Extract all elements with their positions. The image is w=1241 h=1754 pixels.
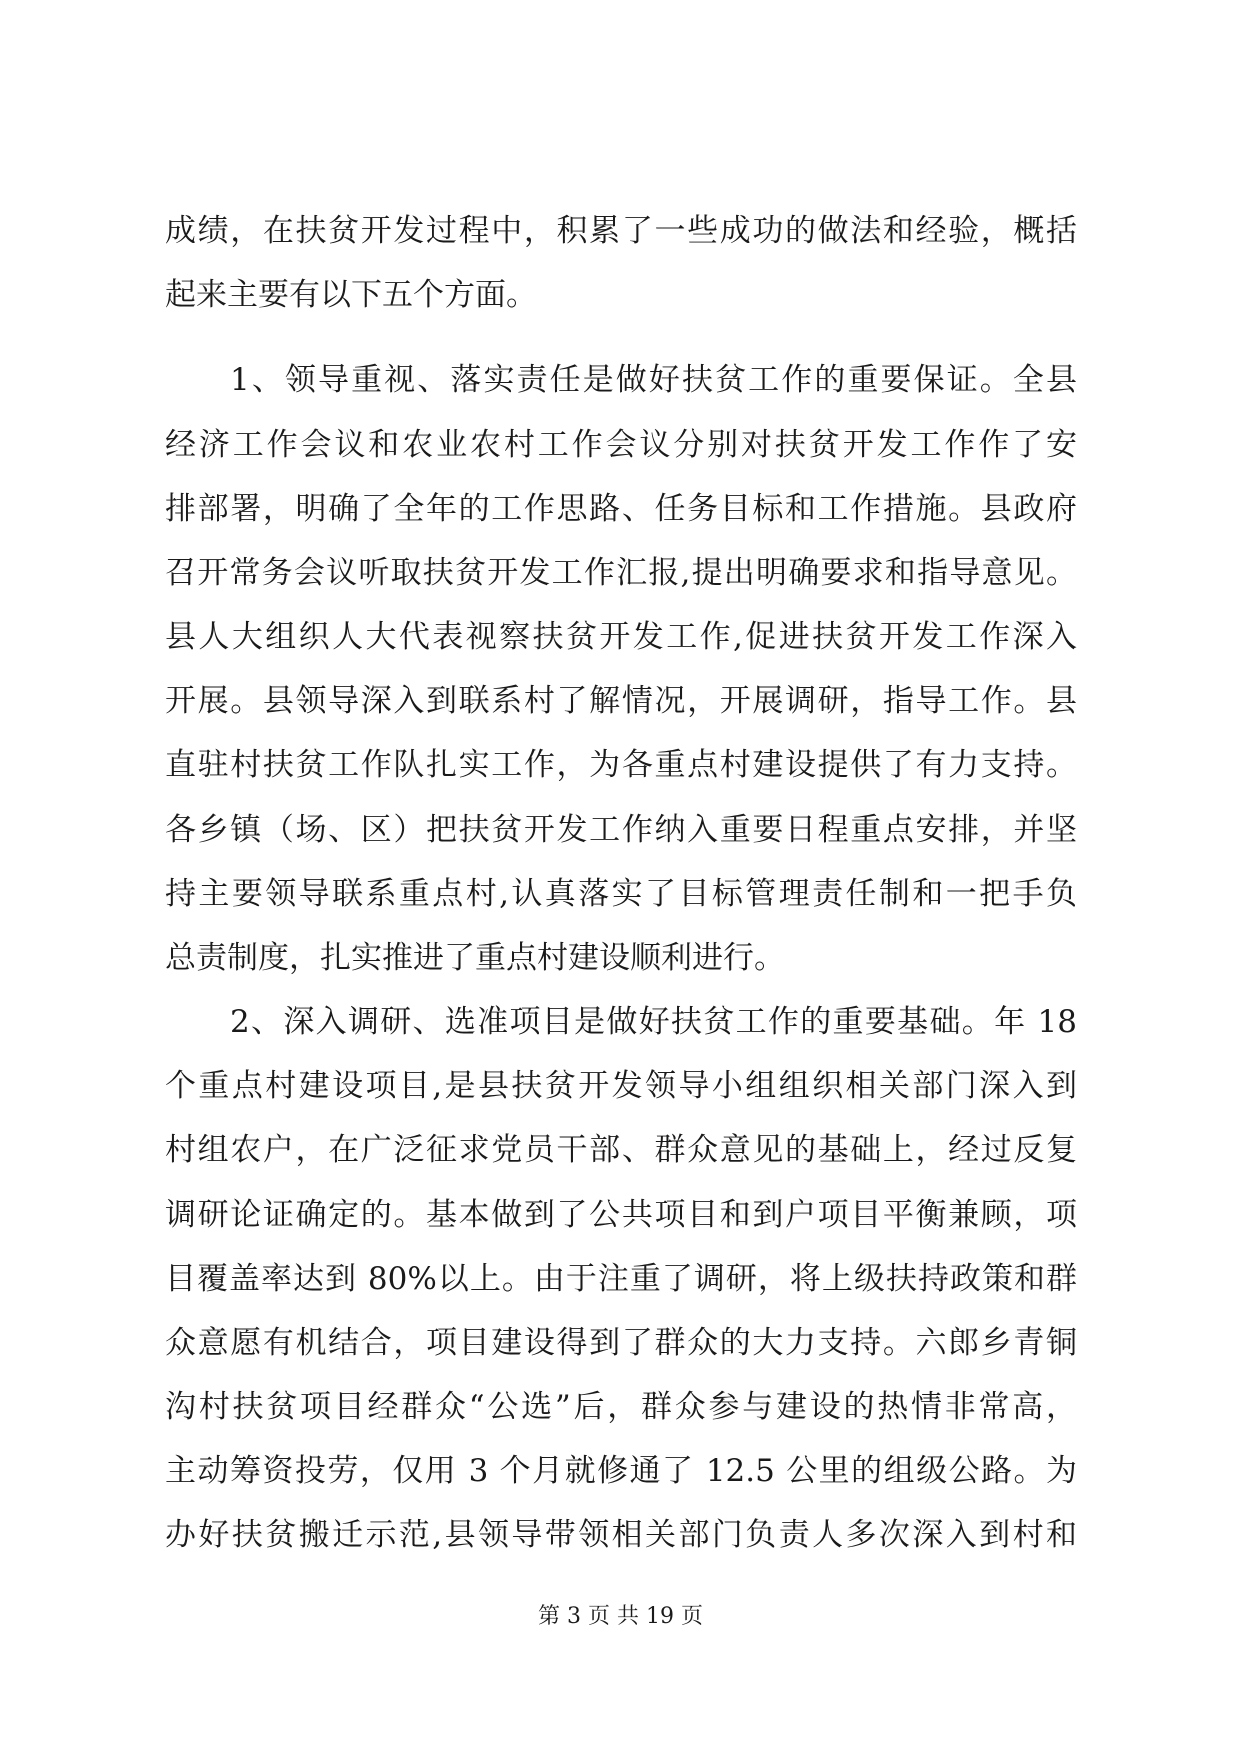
text-line: 开展。县领导深入到联系村了解情况，开展调研，指导工作。县 <box>165 683 1077 719</box>
text-line: 排部署，明确了全年的工作思路、任务目标和工作措施。县政府 <box>165 491 1077 527</box>
text-line: 1、领导重视、落实责任是做好扶贫工作的重要保证。全县 <box>230 362 1077 398</box>
text-line: 2、深入调研、选准项目是做好扶贫工作的重要基础。年 18 <box>230 1004 1077 1040</box>
text-line: 召开常务会议听取扶贫开发工作汇报,提出明确要求和指导意见。 <box>165 555 1077 591</box>
text-line: 办好扶贫搬迁示范,县领导带领相关部门负责人多次深入到村和 <box>165 1517 1077 1553</box>
text-line: 县人大组织人大代表视察扶贫开发工作,促进扶贫开发工作深入 <box>165 619 1077 655</box>
text-line: 调研论证确定的。基本做到了公共项目和到户项目平衡兼顾，项 <box>165 1197 1077 1233</box>
text-line: 目覆盖率达到 80%以上。由于注重了调研，将上级扶持政策和群 <box>165 1261 1077 1297</box>
text-line: 村组农户，在广泛征求党员干部、群众意见的基础上，经过反复 <box>165 1132 1077 1168</box>
text-line: 沟村扶贫项目经群众“公选”后，群众参与建设的热情非常高， <box>165 1389 1077 1425</box>
text-line: 个重点村建设项目,是县扶贫开发领导小组组织相关部门深入到 <box>165 1068 1077 1104</box>
text-line: 持主要领导联系重点村,认真落实了目标管理责任制和一把手负 <box>165 876 1077 912</box>
page-number-footer: 第 3 页 共 19 页 <box>538 1604 703 1629</box>
text-line: 经济工作会议和农业农村工作会议分别对扶贫开发工作作了安 <box>165 427 1077 463</box>
text-line: 主动筹资投劳，仅用 3 个月就修通了 12.5 公里的组级公路。为 <box>165 1453 1077 1489</box>
text-line: 直驻村扶贫工作队扎实工作，为各重点村建设提供了有力支持。 <box>165 747 1077 783</box>
text-line: 成绩，在扶贫开发过程中，积累了一些成功的做法和经验，概括 <box>165 213 1077 249</box>
text-line: 各乡镇（场、区）把扶贫开发工作纳入重要日程重点安排，并坚 <box>165 812 1077 848</box>
text-line: 众意愿有机结合，项目建设得到了群众的大力支持。六郎乡青铜 <box>165 1325 1077 1361</box>
text-line: 总责制度，扎实推进了重点村建设顺利进行。 <box>165 940 785 976</box>
text-line: 起来主要有以下五个方面。 <box>165 277 537 313</box>
